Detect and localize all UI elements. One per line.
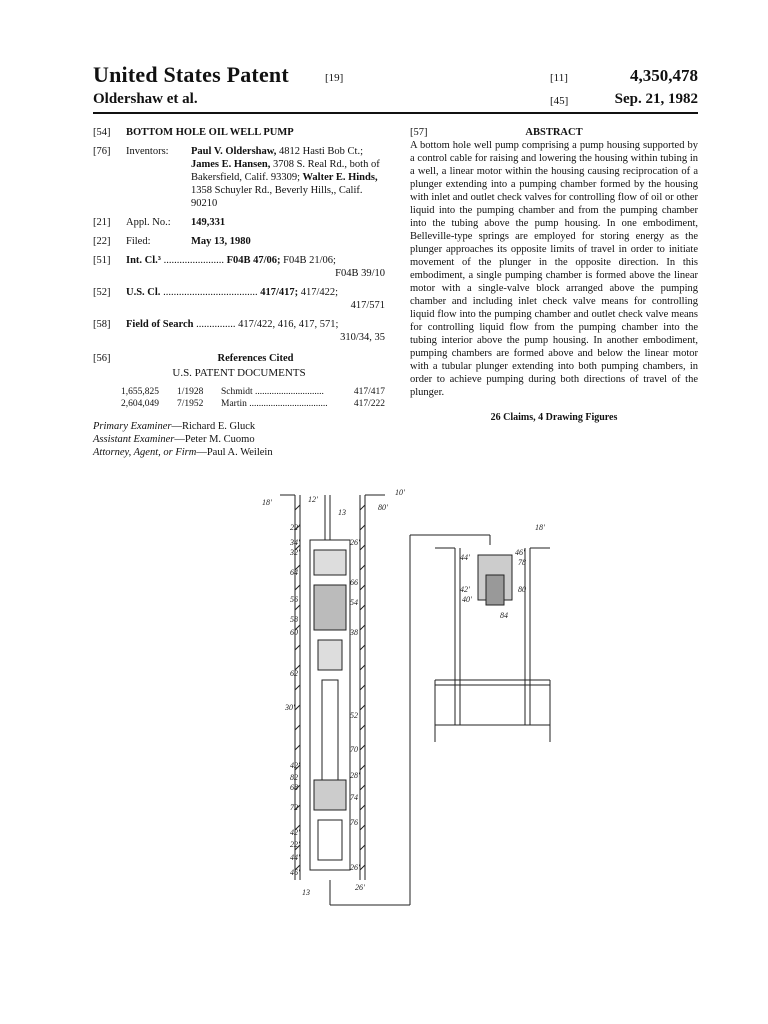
label-54: 54 (350, 598, 358, 607)
label-62: 62 (290, 669, 298, 678)
label-46: 26' (350, 863, 360, 872)
label-76: 42' (290, 828, 300, 837)
references-table (93, 386, 385, 410)
references-subtitle: U.S. PATENT DOCUMENTS (172, 367, 306, 379)
label-80: 80' (378, 503, 388, 512)
label-72a: 72 (290, 803, 298, 812)
label-42r: 42' (460, 585, 470, 594)
label-44r: 44' (460, 553, 470, 562)
abstract-title: ABSTRACT (525, 127, 583, 138)
label-40r: 40' (462, 595, 472, 604)
field-filed: [22] Filed: May 13, 1980 (93, 236, 251, 247)
examiners (93, 420, 385, 459)
label-22b: 44' (290, 853, 300, 862)
label-68: 68 (290, 783, 298, 792)
reference-row: 1,655,825 1/1928 Schmidt ............................. 417/417 (121, 387, 385, 397)
figure-detail (435, 548, 550, 742)
abstract-text: A bottom hole well pump comprising a pump housing supported by a control cable for raising and lowering the housing within tubing in a well, a linear motor within the housing causing reciprocation of a plunger extending into a pumping chamber formed by the housing with inlet and outlet check valves for controlling flow of oil or other liquid into the pumping chamber and from the pumping chamber into the tubing above the pump housing. In one embodiment, Belleville-type springs are employed for storing energy as the plunger approaches its opposite limits of travel in order to initiate movement of the plunger in the opposite direction. In this embodiment, a single pumping chamber is formed above the linear motor with a single-valve block arranged above the pumping chamber and including inlet check valve means for controlling liquid flow into the pumping chamber and outlet check valve means for controlling liquid flow from the pumping chamber into the tubing interior above the pump housing. In another embodiment, pumping chambers are formed above and below the linear motor with a tubular plunger extending into both pumping chambers, in order to achieve pumping during both directions of travel of the plunger. (410, 140, 698, 398)
invention-title: BOTTOM HOLE OIL WELL PUMP (126, 127, 294, 138)
patent-title-header: United States Patent (93, 62, 289, 87)
field-title: [54] BOTTOM HOLE OIL WELL PUMP (93, 126, 385, 139)
label-30: 30' (285, 703, 295, 712)
label-58: 58 (290, 615, 298, 624)
abstract-column: [57] ABSTRACT A bottom hole well pump comprising a pump housing supported by a control cable for raising and lowering the housing within tubing in a well, a linear motor within the housing causing reciprocation of a plunger extending into a pumping chamber formed by the housing with inlet and outlet check valves for controlling flow of oil or other liquid into the pumping chamber and from the pumping chamber into the tubing above the pump housing. In one embodiment, Belleville-type springs are employed for storing energy as the plunger approaches its opposite limits of travel in order to initiate movement of the plunger in the opposite direction. In this embodiment, a single pumping chamber is formed above the linear motor with a single-valve block arranged above the pumping chamber and including inlet check valve means for controlling liquid flow into the pumping chamber and outlet check valve means for controlling liquid flow from the pumping chamber into the tubing interior above the pump housing. In another embodiment, pumping chambers are formed above and below the linear motor with a tubular plunger extending into both pumping chambers, in order to achieve pumping during both directions of travel of the plunger. 26 Claims, 4 Drawing Figures (410, 127, 698, 423)
figure-main (280, 495, 490, 905)
field-appl-no: [21] Appl. No.: 149,331 (93, 217, 226, 228)
title-code: [19] (325, 72, 344, 84)
inventors-list: Paul V. Oldershaw, 4812 Hasti Bob Ct.; James E. Hansen, 3708 S. Real Rd., both of Bakersfield, Calif. 93309; Walter E. Hinds, 1358 Schuyler Rd., Beverly Hills,, Calif. 90210 (191, 146, 380, 209)
label-22: 22' (290, 523, 300, 532)
patent-number: 4,350,478 (630, 66, 698, 85)
label-26b: 13 (302, 888, 310, 897)
label-10: 10' (395, 488, 405, 497)
label-28: 28' (350, 771, 360, 780)
label-80r: 80 (518, 585, 526, 594)
claims-count: 26 Claims, 4 Drawing Figures (490, 412, 618, 423)
attorney: Attorney, Agent, or Firm—Paul A. Weilein (93, 447, 273, 458)
primary-examiner: Primary Examiner—Richard E. Gluck (93, 421, 256, 432)
label-84r: 84 (500, 611, 508, 620)
label-74: 76 (350, 818, 358, 827)
assistant-examiner: Assistant Examiner—Peter M. Cuomo (93, 434, 255, 445)
number-code: [11] (550, 72, 568, 84)
field-inventors: [76] Inventors: Paul V. Oldershaw, 4812 Hasti Bob Ct.; James E. Hansen, 3708 S. Real Rd., both of Bakersfield, Calif. 93309; Walter E. Hinds, 1358 Schuyler Rd., Beverly Hills,, Calif. 90210 (93, 145, 385, 210)
label-56: 56 (290, 595, 298, 604)
label-60: 60 (290, 628, 298, 637)
field-references: [56] References Cited (93, 353, 294, 364)
label-82: 82 (290, 773, 298, 782)
label-18r: 18' (535, 523, 545, 532)
bibliographic-column (93, 126, 385, 459)
authors: Oldershaw et al. (93, 91, 198, 107)
label-46r: 46' (515, 548, 525, 557)
label-13: 13 (338, 508, 346, 517)
patent-drawing (250, 480, 580, 915)
label-66: 66 (350, 578, 358, 587)
label-12: 12' (308, 495, 318, 504)
label-70: 70 (350, 745, 358, 754)
patent-date: Sep. 21, 1982 (614, 91, 698, 107)
label-64: 64 (290, 568, 298, 577)
header-rule (93, 112, 698, 114)
field-search: [58] Field of Search ............... 417/422, 416, 417, 571; 310/34, 35 (93, 319, 385, 343)
label-32: 32' (290, 548, 300, 557)
label-34: 34' (290, 538, 300, 547)
label-78r: 78 (518, 558, 526, 567)
label-38: 38 (350, 628, 358, 637)
field-us-cl: [52] U.S. Cl. .................................... 417/417; 417/422; 417/571 (93, 287, 385, 311)
label-42b: 22' (290, 840, 300, 849)
field-int-cl: [51] Int. Cl.³ ....................... F04B 47/06; F04B 21/06; F04B 39/10 (93, 255, 385, 279)
label-18: 18' (262, 498, 272, 507)
label-13b: 26' (355, 883, 365, 892)
reference-row: 2,604,049 7/1952 Martin ................................. 417/222 (121, 399, 385, 409)
label-42a: 42' (290, 761, 300, 770)
label-52: 52 (350, 711, 358, 720)
drawing-reference-numerals (262, 488, 545, 897)
label-26: 26' (350, 538, 360, 547)
label-44: 46' (290, 868, 300, 877)
date-code: [45] (550, 95, 569, 107)
label-72b: 74 (350, 793, 358, 802)
